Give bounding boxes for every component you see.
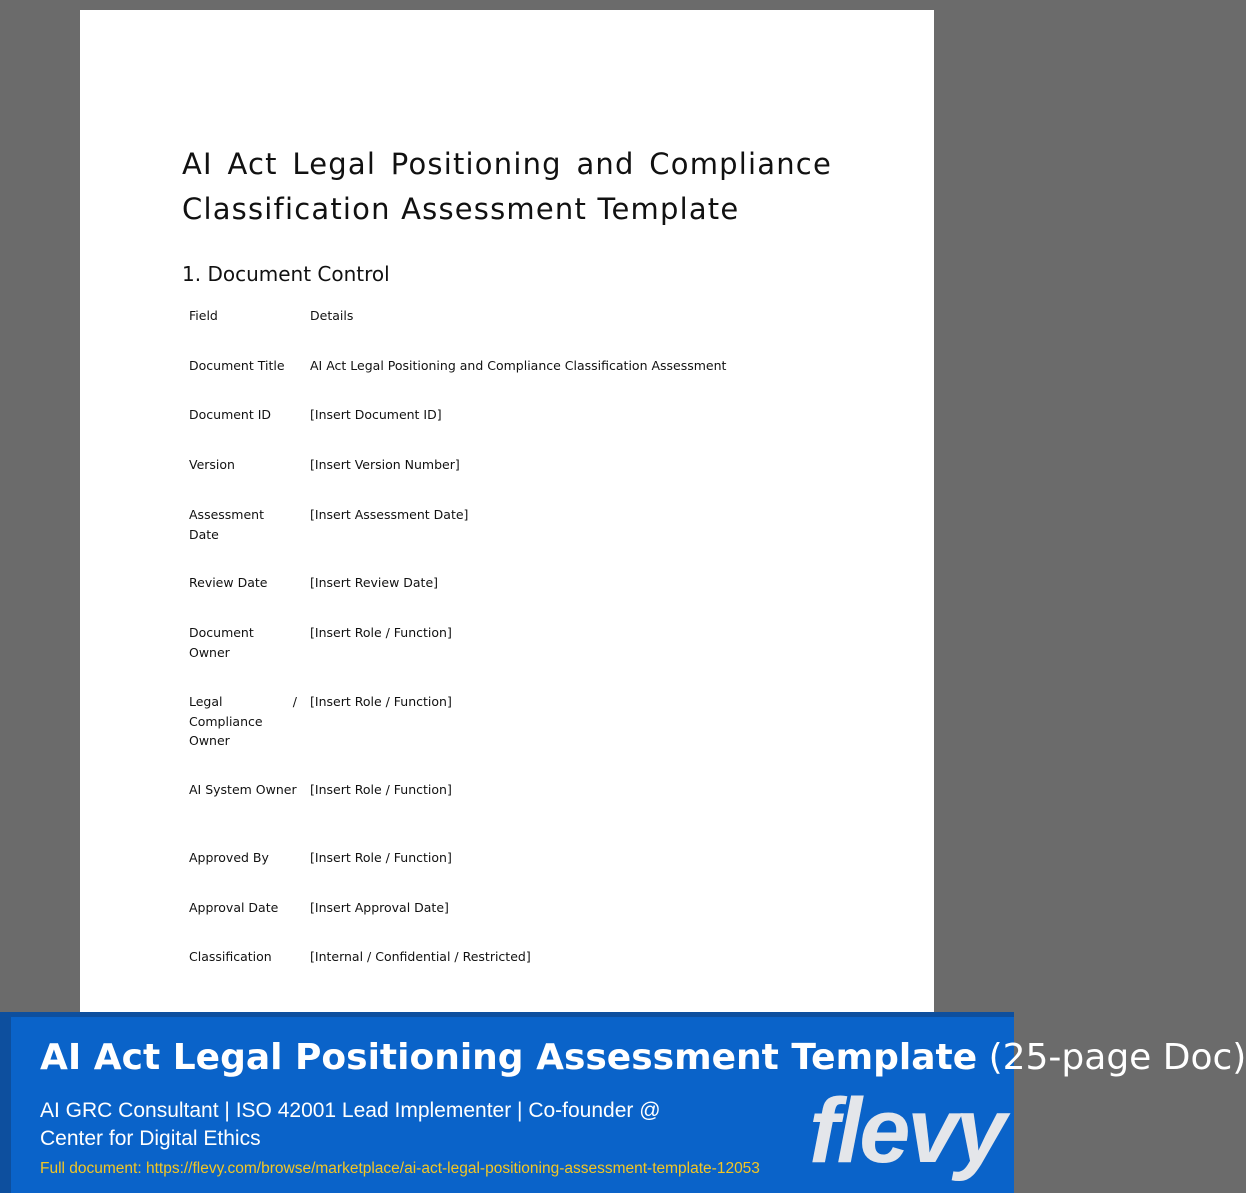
table-cell-details: [Insert Role / Function]	[310, 782, 452, 797]
flevy-logo[interactable]: flevy	[809, 1080, 1004, 1182]
banner-title-page-count: (25-page Doc)	[988, 1037, 1246, 1078]
table-cell-details: [Insert Document ID]	[310, 407, 442, 422]
full-document-link[interactable]: Full document: https://flevy.com/browse/marketplace/ai-act-legal-positioning-assessment-template-12053	[40, 1160, 760, 1177]
table-cell-details: [Insert Version Number]	[310, 457, 460, 472]
table-cell-details: [Insert Role / Function]	[310, 694, 452, 709]
table-header-details: Details	[310, 308, 354, 323]
banner-title-bold: AI Act Legal Positioning Assessment Template	[40, 1037, 978, 1078]
banner-title	[40, 1037, 1246, 1078]
table-cell-field: Document Title	[189, 358, 285, 373]
banner-author: AI GRC Consultant | ISO 42001 Lead Implementer | Co-founder @ Center for Digital Ethics	[40, 1099, 661, 1150]
table-cell-details: [Insert Role / Function]	[310, 850, 452, 865]
table-cell-field: Approval Date	[189, 900, 279, 915]
table-cell-field: Assessment Date	[189, 507, 264, 542]
field-text: Legal	[189, 694, 223, 709]
promo-banner	[0, 1012, 1246, 1193]
table-cell-details: [Insert Review Date]	[310, 575, 439, 590]
table-cell-field: Document Owner	[189, 625, 254, 660]
promo-banner-panel	[11, 1017, 1246, 1193]
field-text: /	[292, 694, 297, 709]
table-cell-field: AI System Owner	[189, 782, 297, 797]
table-cell-details: [Insert Assessment Date]	[310, 507, 469, 522]
table-cell-details: [Insert Role / Function]	[310, 625, 452, 640]
table-cell-details: AI Act Legal Positioning and Compliance Classification Assessment	[310, 358, 727, 373]
field-text: Compliance	[189, 713, 263, 729]
table-cell-field	[189, 692, 297, 751]
table-cell-field: Review Date	[189, 575, 268, 590]
table-cell-field: Version	[189, 457, 235, 472]
table-header-field: Field	[189, 308, 218, 323]
section-heading: 1. Document Control	[182, 262, 390, 286]
document-title: AI Act Legal Positioning and Compliance Classification Assessment Template	[182, 147, 832, 226]
document-page	[80, 10, 934, 1020]
table-cell-field: Approved By	[189, 850, 269, 865]
table-cell-details: [Insert Approval Date]	[310, 900, 449, 915]
field-text: Owner	[189, 733, 230, 748]
table-cell-field: Document ID	[189, 407, 272, 422]
table-cell-field: Classification	[189, 949, 272, 964]
table-cell-details: [Internal / Confidential / Restricted]	[310, 949, 531, 964]
